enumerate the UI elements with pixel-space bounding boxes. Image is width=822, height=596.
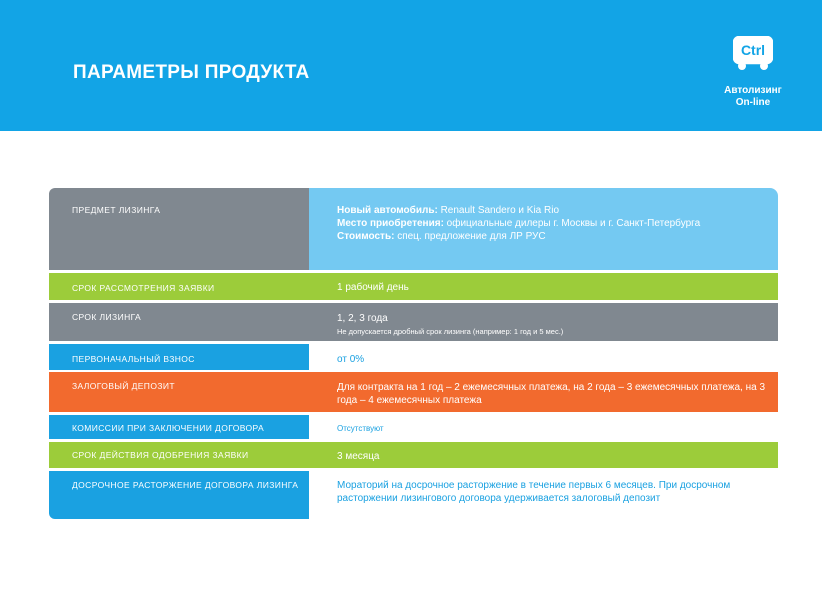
logo-caption-2: On-line [735, 97, 771, 108]
row-value [309, 471, 778, 519]
row-subject [49, 188, 778, 270]
value-note: Не допускается дробный срок лизинга (например: 1 год и 5 мес.) [337, 327, 564, 336]
value-text: Отсутствуют [337, 424, 384, 433]
row-value [309, 415, 778, 439]
row-review-period [49, 273, 778, 300]
row-label [49, 303, 309, 341]
row-value [309, 188, 778, 270]
row-commissions [49, 415, 778, 439]
value-text: Для контракта на 1 год – 2 ежемесячных платежа, на 2 года – 3 ежемесячных платежа, на 3 года – 4 ежемесячных платежа [337, 382, 766, 406]
label-text: СРОК РАССМОТРЕНИЯ ЗАЯВКИ [72, 283, 215, 293]
label-text: ЗАЛОГОВЫЙ ДЕПОЗИТ [72, 381, 175, 391]
logo-caption-1: Автолизинг [724, 85, 782, 96]
label-text: КОМИССИИ ПРИ ЗАКЛЮЧЕНИИ ДОГОВОРА [72, 423, 265, 433]
label-text: СРОК ДЕЙСТВИЯ ОДОБРЕНИЯ ЗАЯВКИ [72, 450, 249, 460]
row-label [49, 273, 309, 300]
label-text: ДОСРОЧНОЕ РАСТОРЖЕНИЕ ДОГОВОРА ЛИЗИНГА [72, 480, 299, 490]
label-text: ПРЕДМЕТ ЛИЗИНГА [72, 205, 161, 215]
row-label [49, 471, 309, 519]
value-text: от 0% [337, 354, 365, 365]
label-text: ПЕРВОНАЧАЛЬНЫЙ ВЗНОС [72, 354, 195, 364]
value-line-2: Место приобретения: официальные дилеры г. Москвы и г. Санкт-Петербурга [337, 218, 701, 229]
row-label [49, 372, 309, 412]
row-value [309, 273, 778, 300]
row-label [49, 415, 309, 439]
logo-text: Ctrl [740, 42, 766, 58]
row-early-termination [49, 471, 778, 519]
value-text: 1 рабочий день [337, 282, 409, 293]
row-leasing-term [49, 303, 778, 341]
row-down-payment [49, 344, 778, 370]
row-approval-validity [49, 442, 778, 468]
row-deposit [49, 372, 778, 412]
row-value [309, 303, 778, 341]
row-value [309, 442, 778, 468]
value-line-3: Стоимость: спец. предложение для ЛР РУС [337, 231, 546, 242]
value-text: Мораторий на досрочное расторжение в течение первых 6 месяцев. При досрочном расторжении лизингового договора удерживается залоговый депозит [337, 480, 731, 504]
row-value [309, 372, 778, 412]
page-title: ПАРАМЕТРЫ ПРОДУКТА [73, 62, 310, 83]
header-banner [0, 0, 822, 131]
row-value [309, 344, 778, 370]
ctrl-logo-icon [733, 36, 773, 72]
row-label [49, 188, 309, 270]
label-text: СРОК ЛИЗИНГА [72, 312, 142, 322]
value-text: 1, 2, 3 года [337, 313, 388, 324]
row-label [49, 344, 309, 370]
value-line-1: Новый автомобиль: Renault Sandero и Kia Rio [337, 205, 560, 216]
value-text: 3 месяца [337, 451, 380, 462]
row-label [49, 442, 309, 468]
